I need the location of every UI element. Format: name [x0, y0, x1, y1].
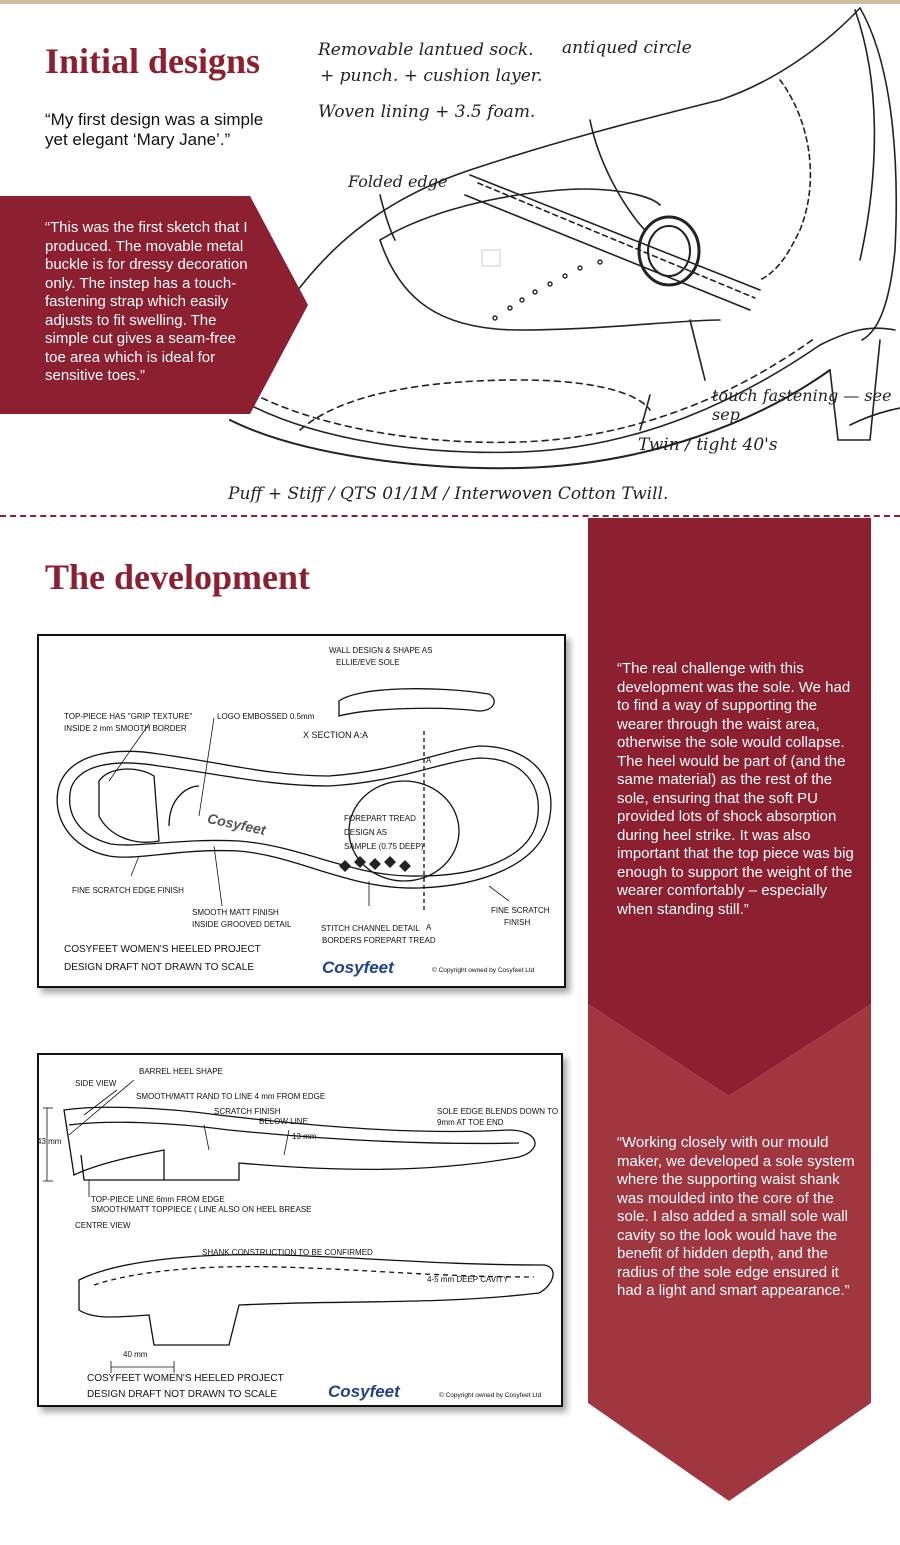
note-antiqued-circle: antiqued circle	[562, 38, 692, 58]
sketch-callout-text: “This was the first sketch that I produced. The movable metal buckle is for dressy decoration only. The instep has a touch-fastening strap which easily adjusts to fit swelling. The simple cut gives a seam-free toe area which is ideal for sensitive toes.”	[45, 219, 248, 384]
d1-embossed-sole-logo: Cosyfeet	[205, 810, 268, 838]
d1-project-label: COSYFEET WOMEN'S HEELED PROJECT	[64, 944, 261, 955]
d2-scratch-label: SCRATCH FINISH	[214, 1107, 281, 1116]
d2-side-view-label: SIDE VIEW	[75, 1079, 117, 1088]
d2-draft-label: DESIGN DRAFT NOT DRAWN TO SCALE	[87, 1389, 278, 1400]
d2-shank-label: SHANK CONSTRUCTION TO BE CONFIRMED	[202, 1248, 373, 1257]
d1-wall-label-2: ELLIE/EVE SOLE	[336, 658, 400, 667]
d1-toppiece-label-2: INSIDE 2 mm SMOOTH BORDER	[64, 724, 187, 733]
d2-blends-label-2: 9mm AT TOE END	[437, 1118, 504, 1127]
d2-cosyfeet-logo: Cosyfeet	[328, 1382, 400, 1401]
note-touch-fastening: touch fastening — see sep	[712, 386, 892, 424]
development-text-1: “The real challenge with this development was the sole. We had to find a way of supporting the wearer through the waist area, otherwise the sole would collapse. The heel would be part of (and the same material) as the rest of the sole, ensuring that the soft PU provided lots of shock absorption during heel strike. It was also important that the top piece was big enough to support the weight of the wearer comfortably – especially when standing still.”	[617, 660, 854, 918]
d2-topline-label: TOP-PIECE LINE 6mm FROM EDGE	[91, 1195, 225, 1204]
d2-barrel-label: BARREL HEEL SHAPE	[139, 1067, 223, 1076]
d1-fine-scratch-right-2: FINISH	[504, 918, 531, 927]
sole-profile-drawing	[37, 1053, 563, 1407]
d1-fine-scratch-right: FINE SCRATCH	[491, 906, 550, 915]
d2-blends-label: SOLE EDGE BLENDS DOWN TO	[437, 1107, 559, 1116]
d1-a-top: A	[426, 756, 432, 765]
note-materials: Puff + Stiff / QTS 01/1M / Interwoven Cotton Twill.	[228, 484, 669, 504]
d1-smooth-label-2: INSIDE GROOVED DETAIL	[192, 920, 292, 929]
d2-43mm-label: 43 mm	[37, 1137, 62, 1146]
section-title-initial-designs: Initial designs	[45, 41, 261, 81]
d1-toppiece-label: TOP-PIECE HAS "GRIP TEXTURE"	[64, 712, 193, 721]
d1-a-bottom: A	[426, 923, 432, 932]
d1-copyright: © Copyright owned by Cosyfeet Ltd	[432, 967, 535, 974]
d1-stitch-label-2: BORDERS FOREPART TREAD	[322, 936, 436, 945]
d2-topline-label-2: SMOOTH/MATT TOPPIECE ( LINE ALSO ON HEEL BREASE	[91, 1205, 312, 1214]
note-twin-tight: Twin / tight 40's	[638, 435, 778, 455]
note-folded-edge: Folded edge	[348, 172, 448, 191]
d1-forepart-label-3: SAMPLE (0.75 DEEP)	[344, 842, 424, 851]
intro-quote: “My first design was a simple yet elegant ‘Mary Jane’.”	[45, 110, 264, 149]
d1-draft-label: DESIGN DRAFT NOT DRAWN TO SCALE	[64, 962, 255, 973]
note-woven-lining: Woven lining + 3.5 foam.	[318, 102, 536, 122]
section-divider	[0, 515, 900, 517]
sole-plan-drawing	[37, 634, 566, 988]
d1-fine-scratch-label: FINE SCRATCH EDGE FINISH	[72, 886, 184, 895]
d2-rand-label: SMOOTH/MATT RAND TO LINE 4 mm FROM EDGE	[136, 1092, 326, 1101]
d2-copyright: © Copyright owned by Cosyfeet Ltd	[439, 1392, 542, 1399]
d2-cavity-label: 4-5 mm DEEP CAVITY	[427, 1275, 509, 1284]
d1-stitch-label: STITCH CHANNEL DETAIL	[321, 924, 420, 933]
d2-13mm-label: 13 mm	[292, 1132, 317, 1141]
d1-forepart-label: FOREPART TREAD	[344, 814, 416, 823]
note-removable-sock: Removable lantued sock.	[318, 40, 534, 60]
d1-wall-label: WALL DESIGN & SHAPE AS	[329, 646, 433, 655]
d1-forepart-label-2: DESIGN AS	[344, 828, 388, 837]
note-punch-cushion: + punch. + cushion layer.	[320, 66, 543, 86]
d2-below-line-label: BELOW LINE	[259, 1117, 308, 1126]
d1-logo-embossed-label: LOGO EMBOSSED 0.5mm	[217, 712, 315, 721]
section-title-development: The development	[45, 557, 310, 597]
development-text-2: “Working closely with our mould maker, we developed a sole system where the supporting waist shank was moulded into the core of the sole. I also added a small sole wall cavity so the look would have the benefit of hidden depth, and the radius of the sole edge ensured it had a light and smart appearance.”	[617, 1134, 855, 1299]
d2-40mm-label: 40 mm	[123, 1350, 148, 1359]
d2-centre-view-label: CENTRE VIEW	[75, 1221, 131, 1230]
d1-cosyfeet-logo: Cosyfeet	[322, 958, 394, 977]
d1-xsection-label: X SECTION A:A	[303, 730, 369, 740]
sole-plan-lines	[39, 636, 564, 986]
d1-smooth-label: SMOOTH MATT FINISH	[192, 908, 279, 917]
d2-project-label: COSYFEET WOMEN'S HEELED PROJECT	[87, 1373, 284, 1384]
